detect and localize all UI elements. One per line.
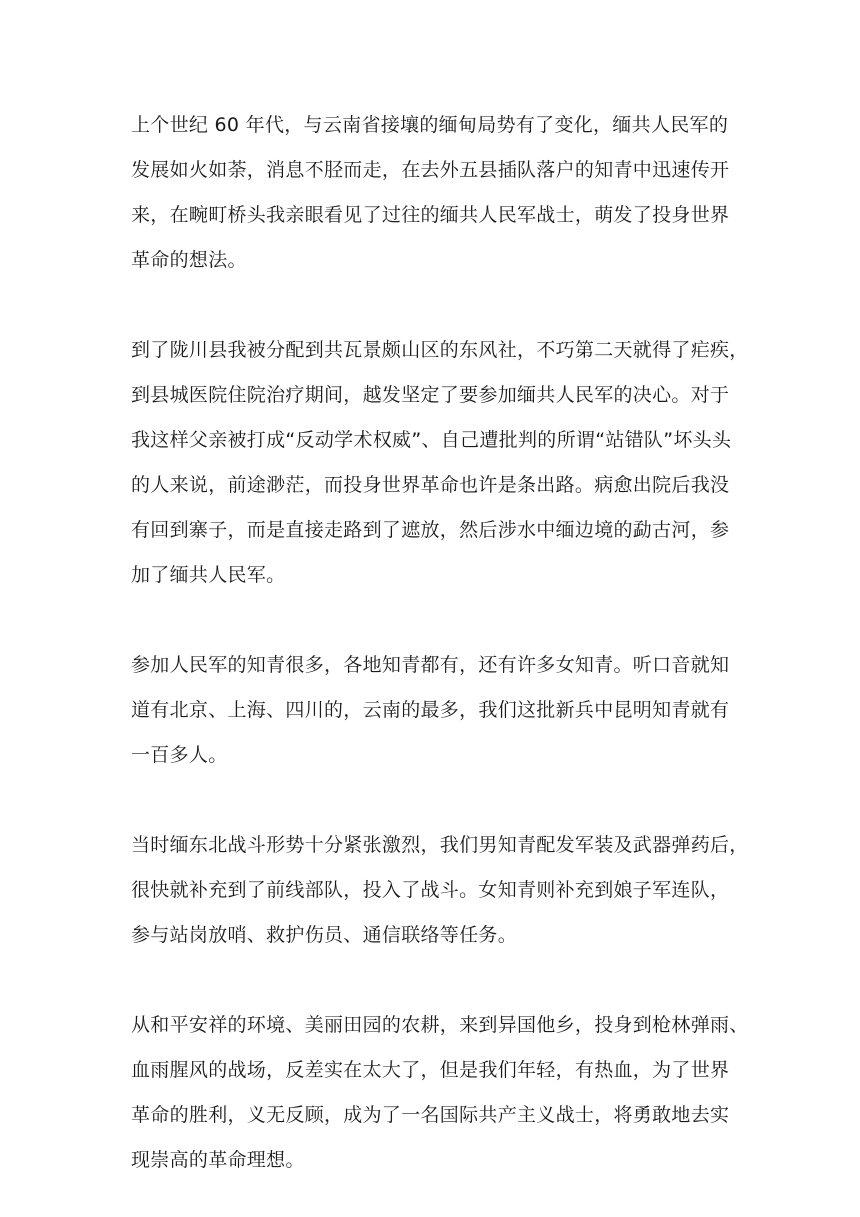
document-body	[131, 103, 751, 1183]
paragraph	[131, 1003, 751, 1183]
text-line: 参加人民军的知青很多，各地知青都有，还有许多女知青。听口音就知	[131, 654, 730, 676]
text-line: 从和平安祥的环境、美丽田园的农耕，来到异国他乡，投身到枪林弹雨、	[131, 1014, 749, 1036]
text-line: 革命的胜利，义无反顾，成为了一名国际共产主义战士，将勇敢地去实	[131, 1104, 730, 1126]
text-line: 上个世纪 60 年代，与云南省接壤的缅甸局势有了变化，缅共人民军的	[131, 114, 729, 136]
text-line: 到县城医院住院治疗期间，越发坚定了要参加缅共人民军的决心。对于	[131, 384, 730, 406]
text-line: 道有北京、上海、四川的，云南的最多，我们这批新兵中昆明知青就有	[131, 699, 730, 721]
text-line: 很快就补充到了前线部队，投入了战斗。女知青则补充到娘子军连队，	[131, 879, 730, 901]
paragraph	[131, 328, 751, 598]
text-line: 当时缅东北战斗形势十分紧张激烈，我们男知青配发军装及武器弹药后，	[131, 834, 749, 856]
text-line: 来，在畹町桥头我亲眼看见了过往的缅共人民军战士，萌发了投身世界	[131, 204, 730, 226]
text-line: 发展如火如荼，消息不胫而走，在去外五县插队落户的知青中迅速传开	[131, 159, 730, 181]
text-line: 参与站岗放哨、救护伤员、通信联络等任务。	[131, 924, 518, 946]
text-line: 革命的想法。	[131, 249, 247, 271]
text-line: 有回到寨子，而是直接走路到了遮放，然后涉水中缅边境的勐古河，参	[131, 519, 730, 541]
text-line: 现崇高的革命理想。	[131, 1149, 305, 1171]
paragraph	[131, 103, 751, 283]
text-line: 到了陇川县我被分配到共瓦景颇山区的东风社，不巧第二天就得了疟疾，	[131, 339, 749, 361]
paragraph	[131, 823, 751, 958]
text-line: 的人来说，前途渺茫，而投身世界革命也许是条出路。病愈出院后我没	[131, 474, 730, 496]
text-line: 加了缅共人民军。	[131, 564, 286, 586]
text-line: 我这样父亲被打成“反动学术权威”、自己遭批判的所谓“站错队”坏头头	[131, 429, 732, 451]
text-line: 血雨腥风的战场，反差实在太大了，但是我们年轻，有热血，为了世界	[131, 1059, 730, 1081]
paragraph	[131, 643, 751, 778]
text-line: 一百多人。	[131, 744, 228, 766]
